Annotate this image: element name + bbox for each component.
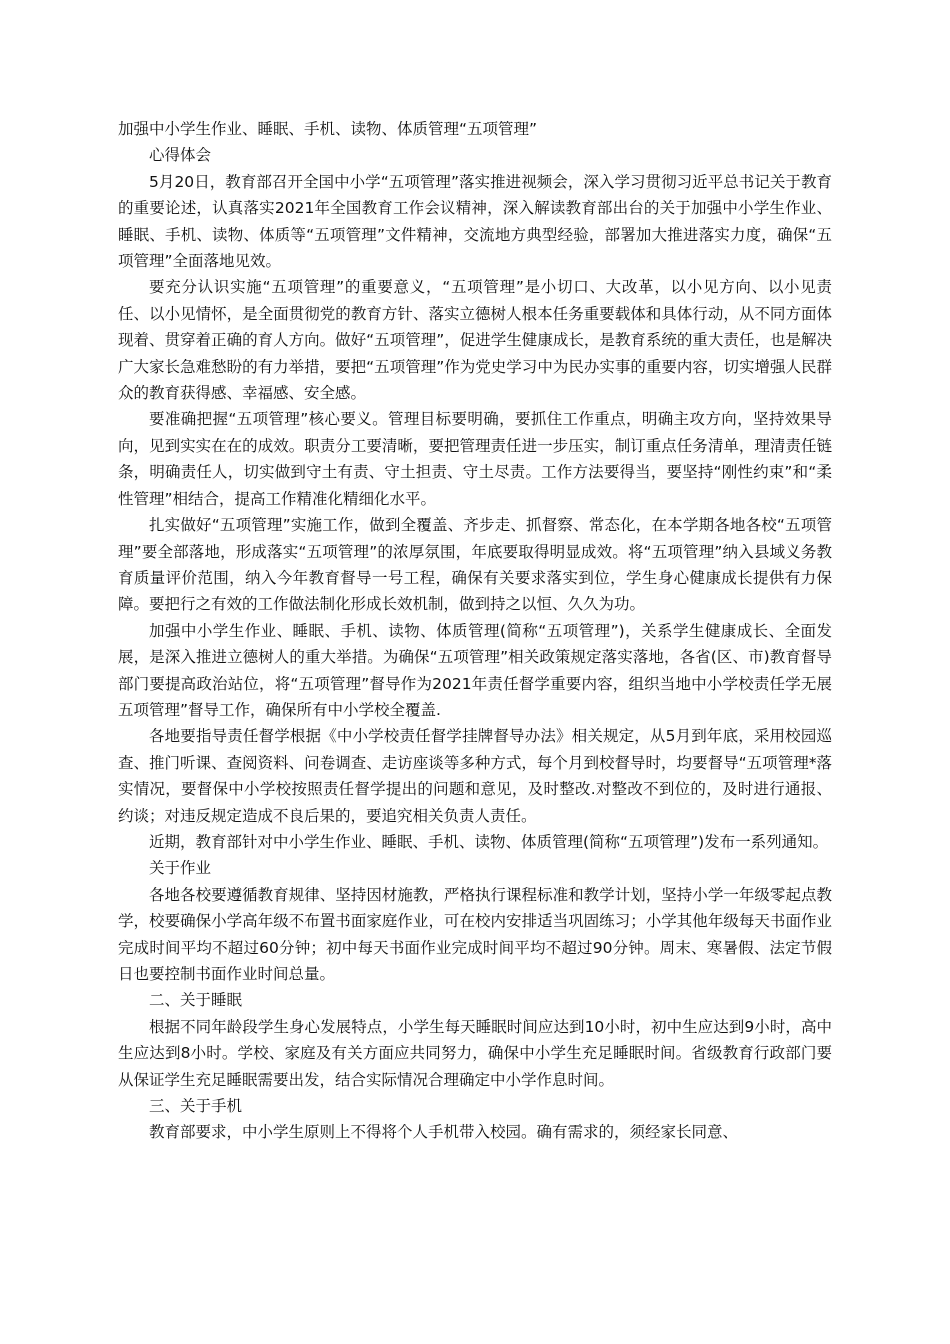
section-heading-sleep: 二、关于睡眠 <box>149 991 243 1010</box>
paragraph-notices: 近期，教育部针对中小学生作业、睡眠、手机、读物、体质管理(简称“五项管理”)发布一系列通知。 <box>149 832 829 851</box>
paragraph-sleep: 根据不同年龄段学生身心发展特点，小学生每天睡眠时间应达到10小时，初中生应达到9小时，高中生应达到8小时。学校、家庭及有关方面应共同努力，确保中小学生充足睡眠时间。省级教育行政部门要从保证学生充足睡眠需要出发，结合实际情况合理确定中小学作息时间。 <box>118 1017 832 1089</box>
document-body <box>118 116 832 1146</box>
paragraph-responsible-inspectors: 各地要指导责任督学根据《中小学校责任督学挂牌督导办法》相关规定，从5月到年底，采用校园巡查、推门听课、查阅资料、问卷调查、走访座谈等多种方式，每个月到校督导时，均要督导“五项管理*落实情况，要督保中小学校按照责任督学提出的问题和意见，及时整改.对整改不到位的，及时进行通报、约谈；对违反规定造成不良后果的，要追究相关负责人责任。 <box>118 727 832 825</box>
section-heading-homework: 关于作业 <box>149 859 212 878</box>
document-subtitle: 心得体会 <box>149 146 212 165</box>
paragraph-core-requirements: 要准确把握“五项管理”核心要义。管理目标要明确，要抓住工作重点，明确主攻方向，坚持效果导向，见到实实在在的成效。职责分工要清晰，要把管理责任进一步压实，制订重点任务清单，理清责任链条，明确责任人，切实做到守土有责、守土担责、守土尽责。工作方法要得当，要坚持“刚性约束”和“柔性管理”相结合，提高工作精准化精细化水平。 <box>118 410 832 508</box>
paragraph-homework: 各地各校要遵循教育规律、坚持因材施教，严格执行课程标准和教学计划，坚持小学一年级零起点教学，校要确保小学高年级不布置书面家庭作业，可在校内安排适当巩固练习；小学其他年级每天书面作业完成时间平均不超过60分钟；初中每天书面作业完成时间平均不超过90分钟。周末、寒暑假、法定节假日也要控制书面作业时间总量。 <box>118 885 832 983</box>
document-title: 加强中小学生作业、睡眠、手机、读物、体质管理“五项管理” <box>118 120 538 138</box>
paragraph-significance: 要充分认识实施“五项管理”的重要意义，“五项管理”是小切口、大改革，以小见方向、以小见责任、以小见情怀，是全面贯彻党的教育方针、落实立德树人根本任务重要载体和具体行动，从不同方面体现着、贯穿着正确的育人方向。做好“五项管理”，促进学生健康成长，是教育系统的重大责任，也是解决广大家长急难愁盼的有力举措，要把“五项管理”作为党史学习中为民办实事的重要内容，切实增强人民群众的教育获得感、幸福感、安全感。 <box>118 278 832 403</box>
paragraph-phone: 教育部要求，中小学生原则上不得将个人手机带入校园。确有需求的，须经家长同意、 <box>149 1123 739 1142</box>
paragraph-supervision: 加强中小学生作业、睡眠、手机、读物、体质管理(简称“五项管理”)，关系学生健康成长、全面发展，是深入推进立德树人的重大举措。为确保“五项管理”相关政策规定落实落地，各省(区、市)教育督导部门要提高政治站位，将“五项管理”督导作为2021年责任督学重要内容，组织当地中小学校责任学无展五项管理”督导工作，确保所有中小学校全覆盖. <box>118 621 832 719</box>
paragraph-implementation: 扎实做好“五项管理”实施工作，做到全覆盖、齐步走、抓督察、常态化，在本学期各地各校“五项管理”要全部落地，形成落实“五项管理”的浓厚氛围，年底要取得明显成效。将“五项管理”纳入县域义务教育质量评价范围，纳入今年教育督导一号工程，确保有关要求落实到位，学生身心健康成长提供有力保障。要把行之有效的工作做法制化形成长效机制，做到持之以恒、久久为功。 <box>118 516 832 614</box>
paragraph-video-conference: 5月20日，教育部召开全国中小学“五项管理”落实推进视频会，深入学习贯彻习近平总书记关于教育的重要论述，认真落实2021年全国教育工作会议精神，深入解读教育部出台的关于加强中小学生作业、睡眠、手机、读物、体质等“五项管理”文件精神，交流地方典型经验，部署加大推进落实力度，确保“五项管理”全面落地见效。 <box>118 172 832 271</box>
section-heading-phone: 三、关于手机 <box>149 1097 243 1116</box>
